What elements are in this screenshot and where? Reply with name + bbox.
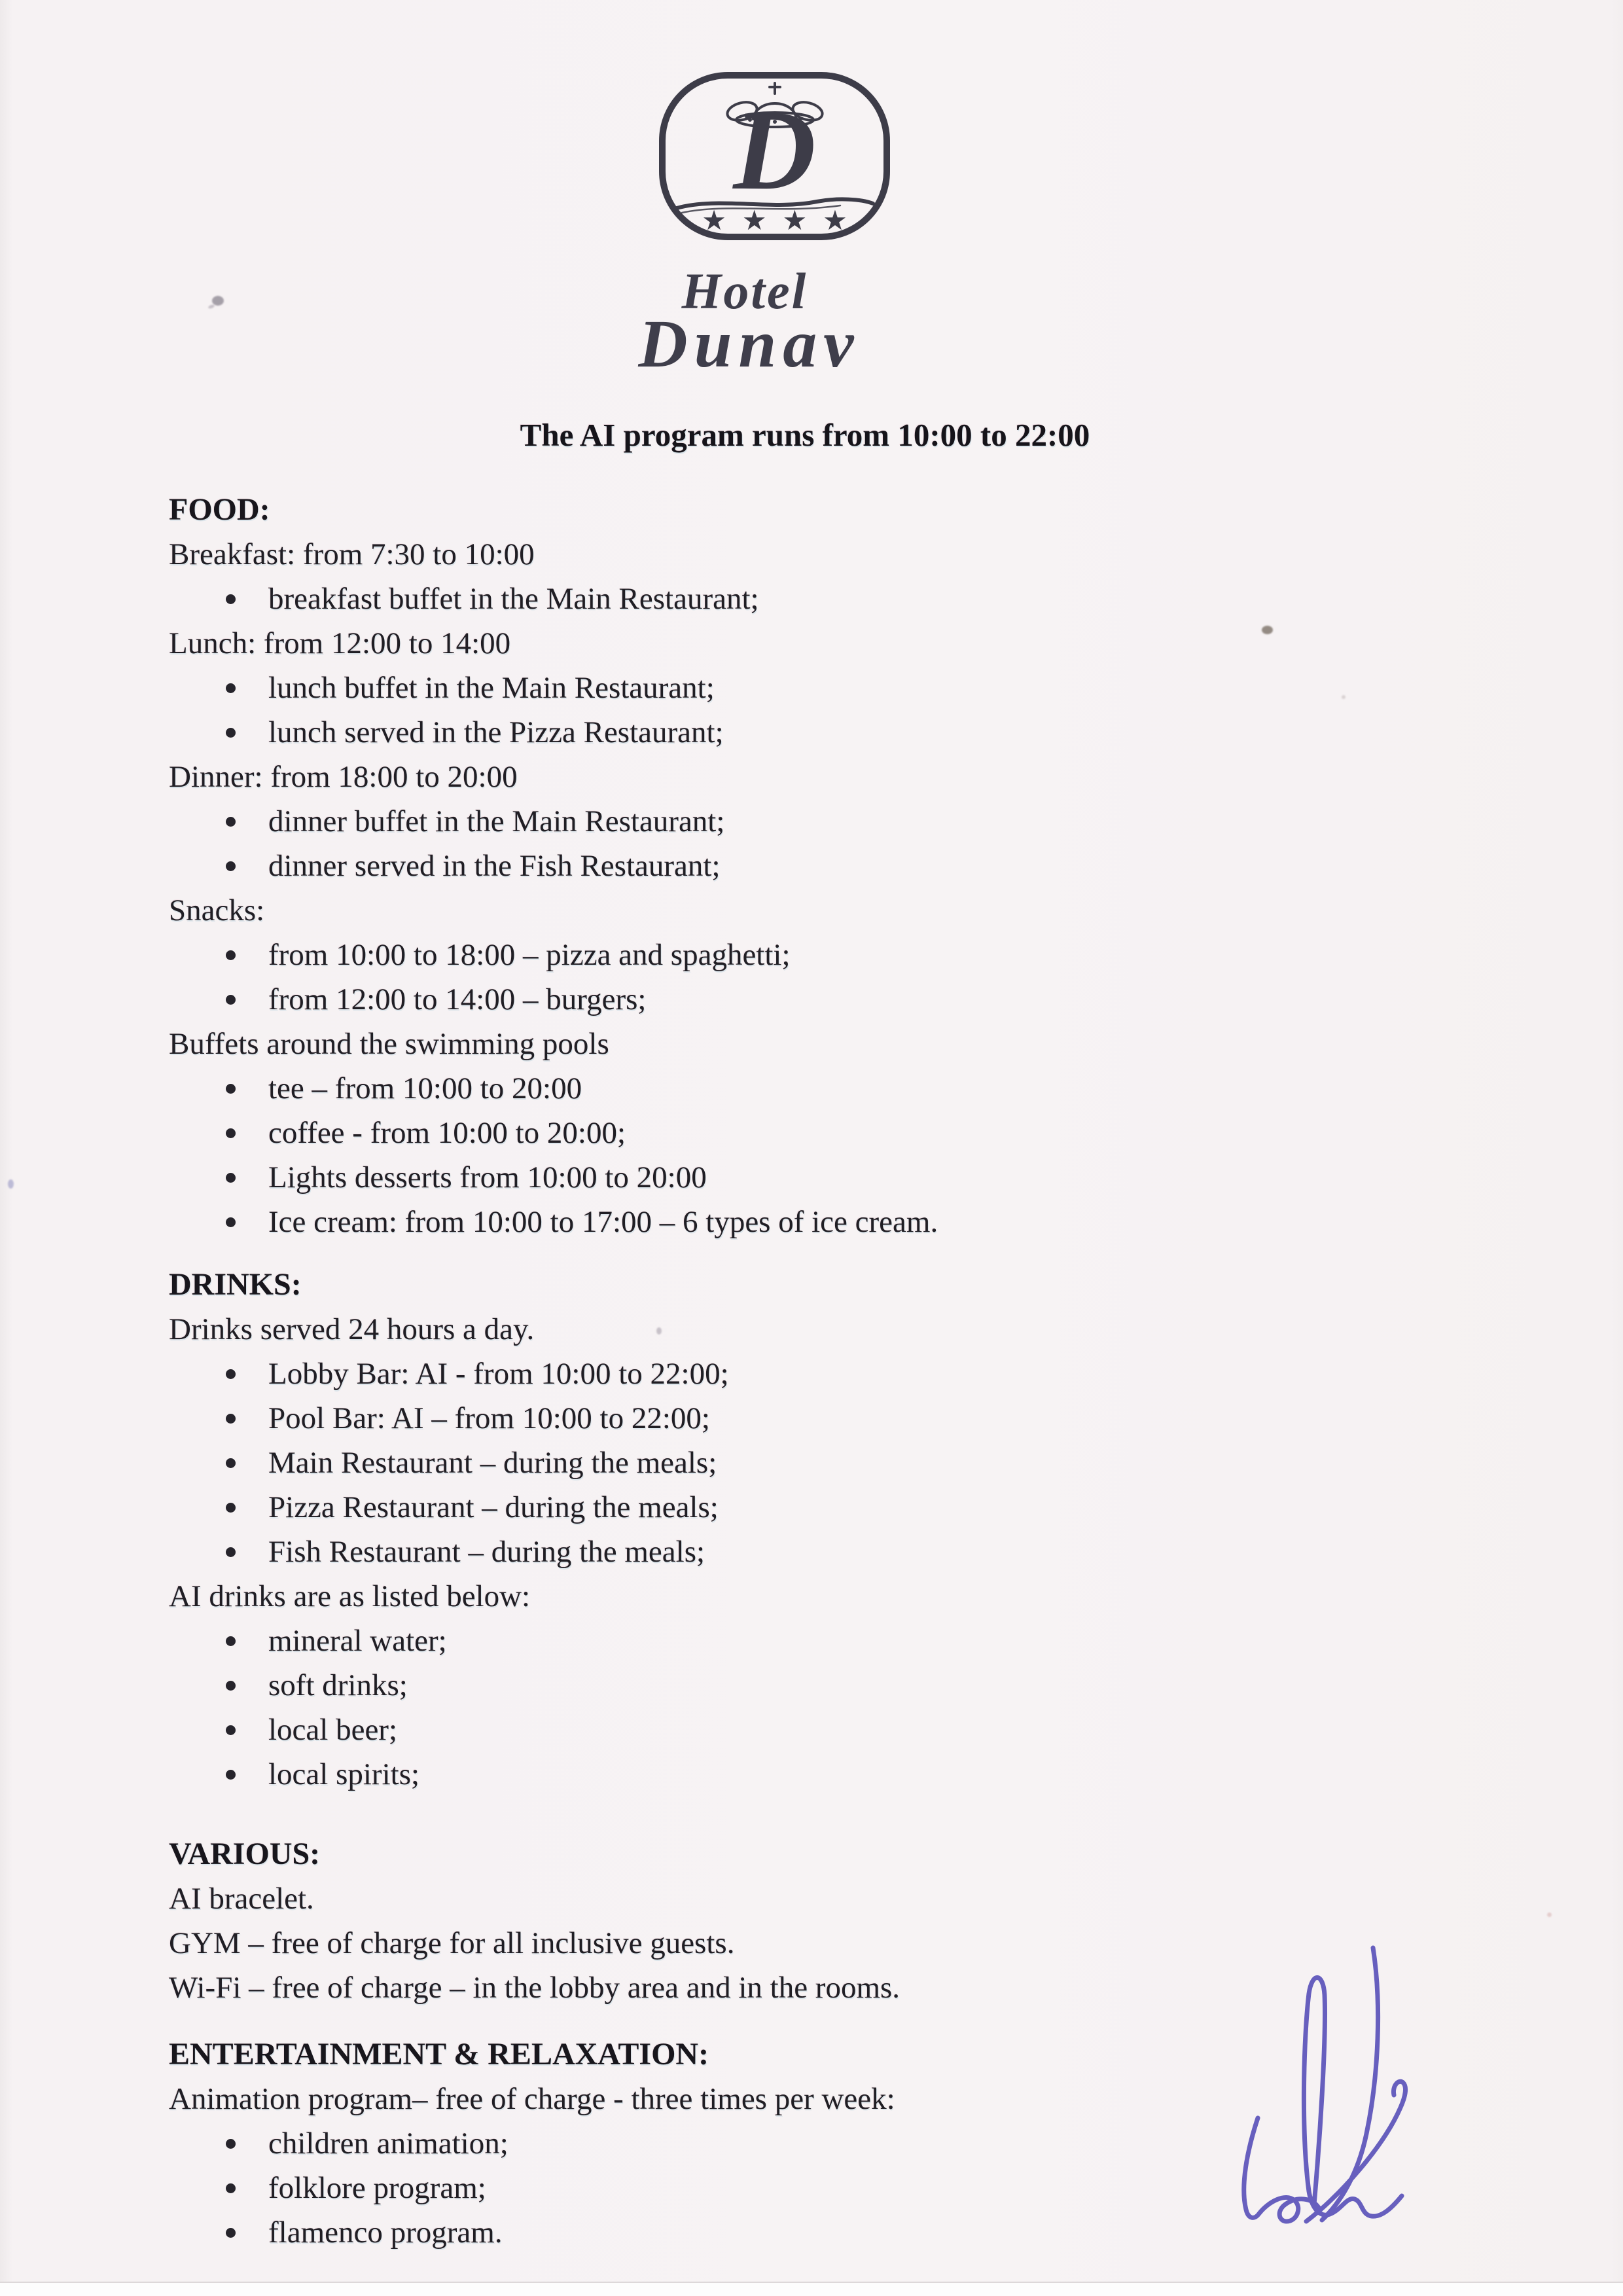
bullet-item: [169, 1663, 1478, 1708]
line-pool-buffets: Buffets around the swimming pools: [169, 1027, 609, 1061]
bullet-item: [169, 1530, 1478, 1574]
bullet-text: tee – from 10:00 to 20:00: [268, 1071, 582, 1105]
bullet-dot: [226, 1681, 236, 1691]
bullet-text: folklore program;: [268, 2171, 486, 2205]
line-wifi: Wi-Fi – free of charge – in the lobby area and in the rooms.: [169, 1971, 901, 2005]
bullet-text: flamenco program.: [268, 2215, 503, 2250]
scan-speck: [1547, 1912, 1552, 1917]
bullet-text: local spirits;: [268, 1757, 420, 1791]
bullet-item: [169, 1111, 1478, 1155]
bullet-item: [169, 933, 1478, 977]
hotel-logo: [659, 72, 890, 240]
bullet-text: lunch served in the Pizza Restaurant;: [268, 715, 724, 749]
scan-speck: [656, 1327, 662, 1335]
scan-speck: [1262, 626, 1273, 634]
bullet-dot: [226, 683, 236, 693]
bullet-dot: [226, 1458, 236, 1468]
bullet-item: [169, 1708, 1478, 1752]
bullet-text: coffee - from 10:00 to 20:00;: [268, 1116, 626, 1150]
line-gym: GYM – free of charge for all inclusive guests.: [169, 1926, 735, 1960]
bullet-item: [169, 1352, 1478, 1396]
bullet-item: [169, 577, 1478, 621]
bullet-item: [169, 1619, 1478, 1663]
bullet-text: dinner buffet in the Main Restaurant;: [268, 804, 725, 838]
bullet-text: children animation;: [268, 2126, 508, 2161]
bullet-dot: [226, 1725, 236, 1735]
bullet-item: [169, 799, 1478, 844]
section-heading-entertainment: ENTERTAINMENT & RELAXATION:: [169, 2037, 709, 2072]
bullet-item: [169, 1066, 1478, 1111]
bullet-dot: [226, 1084, 236, 1094]
bullet-dot: [226, 1770, 236, 1780]
bullet-item: [169, 1200, 1478, 1244]
line-ai-bracelet: AI bracelet.: [169, 1882, 314, 1916]
bullet-text: Pizza Restaurant – during the meals;: [268, 1490, 719, 1524]
document-title: The AI program runs from 10:00 to 22:00: [520, 417, 1090, 453]
section-heading-drinks: DRINKS:: [169, 1267, 302, 1302]
bullet-item: [169, 1441, 1478, 1485]
line-animation-program: Animation program– free of charge - three times per week:: [169, 2082, 895, 2116]
bullet-text: from 10:00 to 18:00 – pizza and spaghetti;: [268, 938, 791, 972]
bullet-text: Fish Restaurant – during the meals;: [268, 1535, 705, 1569]
bullet-text: Lights desserts from 10:00 to 20:00: [268, 1160, 707, 1194]
line-ai-drinks-intro: AI drinks are as listed below:: [169, 1579, 531, 1613]
bullet-dot: [226, 1369, 236, 1379]
bullet-dot: [226, 1503, 236, 1513]
signature: [1198, 1929, 1472, 2237]
bullet-item: [169, 1155, 1478, 1200]
bullet-text: soft drinks;: [268, 1668, 408, 1702]
line-snacks: Snacks:: [169, 893, 265, 927]
bullet-dot: [226, 1217, 236, 1227]
bullet-item: [169, 710, 1478, 755]
bullet-dot: [226, 1173, 236, 1183]
scanner-edge: [0, 2282, 1623, 2296]
bullet-dot: [226, 1636, 236, 1646]
bullet-item: [169, 666, 1478, 710]
bullet-text: lunch buffet in the Main Restaurant;: [268, 671, 715, 705]
line-dinner-hours: Dinner: from 18:00 to 20:00: [169, 760, 518, 794]
bullet-item: [169, 977, 1478, 1022]
bullet-text: dinner served in the Fish Restaurant;: [268, 849, 721, 883]
bullet-dot: [226, 2139, 236, 2149]
bullet-dot: [226, 728, 236, 738]
bullet-item: [169, 1752, 1478, 1797]
bullet-item: [169, 844, 1478, 888]
line-drinks-24h: Drinks served 24 hours a day.: [169, 1312, 535, 1346]
bullet-text: Main Restaurant – during the meals;: [268, 1446, 717, 1480]
bullet-dot: [226, 1547, 236, 1557]
section-heading-various: VARIOUS:: [169, 1837, 321, 1871]
bullet-dot: [226, 995, 236, 1005]
bullet-item: [169, 1396, 1478, 1441]
bullet-dot: [226, 861, 236, 871]
bullet-item: [169, 1485, 1478, 1530]
bullet-text: breakfast buffet in the Main Restaurant;: [268, 582, 759, 616]
bullet-dot: [226, 1414, 236, 1424]
scan-speck: [8, 1179, 14, 1189]
section-heading-food: FOOD:: [169, 492, 270, 527]
brand-hotel-name: Dunav: [638, 306, 861, 382]
bullet-text: local beer;: [268, 1713, 398, 1747]
bullet-dot: [226, 817, 236, 827]
bullet-text: Pool Bar: AI – from 10:00 to 22:00;: [268, 1401, 710, 1435]
bullet-dot: [226, 2183, 236, 2193]
brand-hotel-word: Hotel: [681, 262, 808, 319]
bullet-dot: [226, 1128, 236, 1138]
logo-monogram: D: [733, 86, 816, 213]
section-drinks: [169, 1263, 1478, 1797]
bullet-dot: [226, 950, 236, 960]
section-food: [169, 488, 1478, 1244]
line-lunch-hours: Lunch: from 12:00 to 14:00: [169, 626, 511, 660]
bullet-text: mineral water;: [268, 1624, 447, 1658]
scan-speck: [1342, 695, 1346, 699]
line-breakfast-hours: Breakfast: from 7:30 to 10:00: [169, 537, 535, 571]
bullet-text: Lobby Bar: AI - from 10:00 to 22:00;: [268, 1357, 729, 1391]
bullet-text: from 12:00 to 14:00 – burgers;: [268, 982, 647, 1016]
bullet-dot: [226, 594, 236, 604]
bullet-text: Ice cream: from 10:00 to 17:00 – 6 types of ice cream.: [268, 1205, 938, 1239]
stars-icon: ★★★★: [702, 204, 863, 236]
bullet-dot: [226, 2228, 236, 2238]
